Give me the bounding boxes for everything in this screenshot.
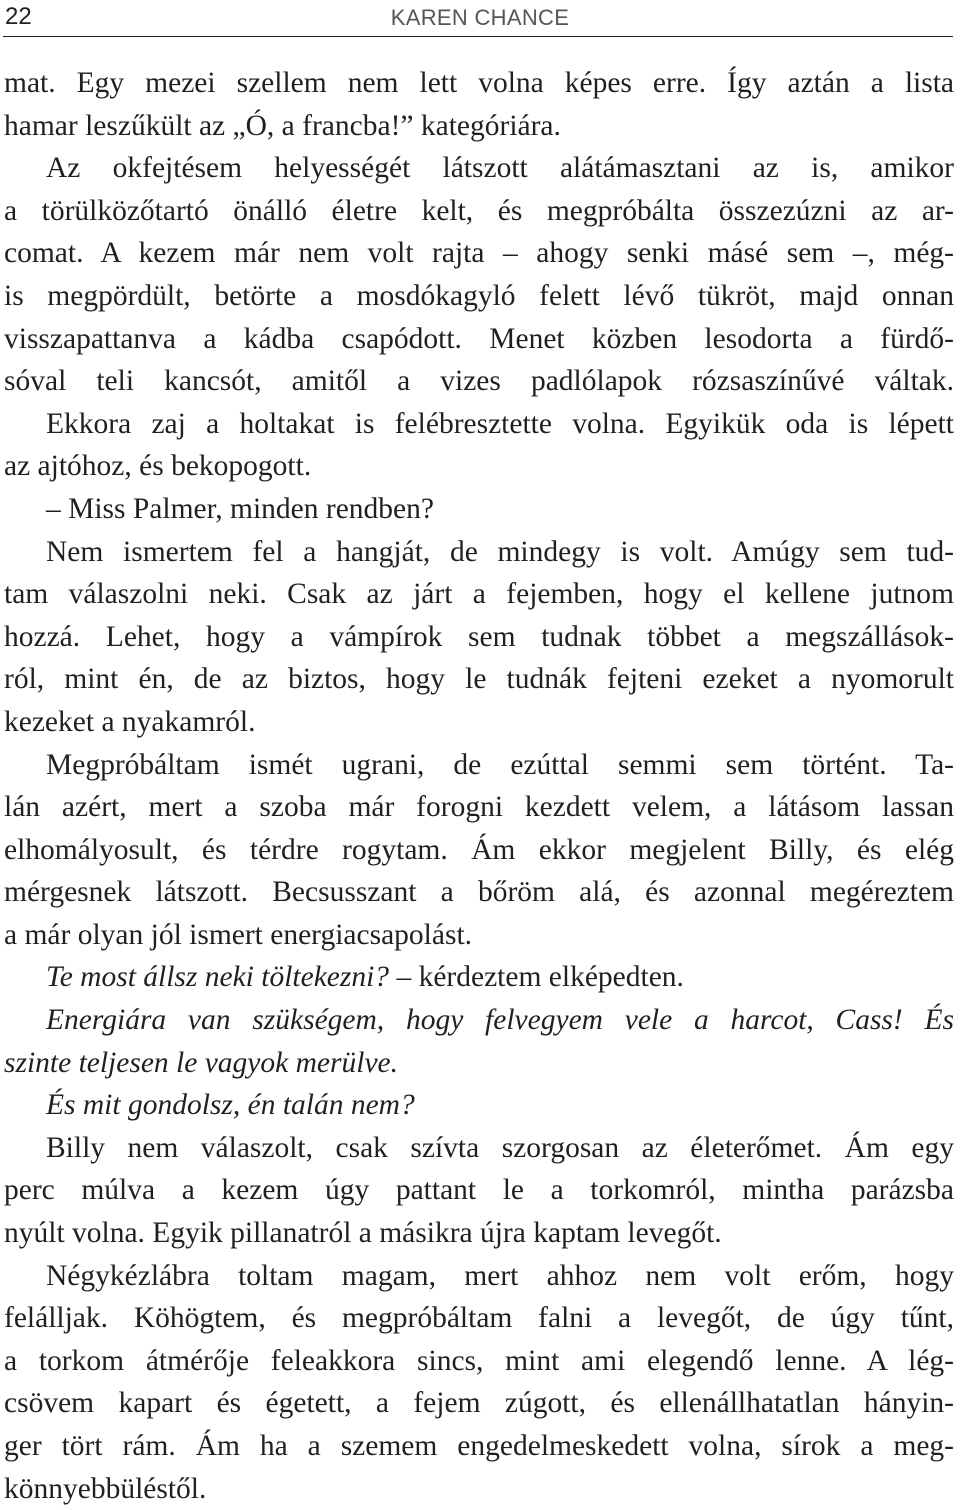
line-text: sóval teli kancsót, amitől a vizes padlólapok rózsaszínűvé váltak. (4, 365, 954, 398)
text-line (4, 1340, 954, 1383)
line-text: felálljak. Köhögtem, és megpróbáltam falni a levegőt, de úgy tűnt, (4, 1302, 954, 1335)
text-line (4, 360, 954, 403)
line-text: Ekkora zaj a holtakat is felébresztette volna. Egyikük oda is lépett (46, 407, 954, 440)
text-line (4, 1042, 954, 1085)
line-text: hamar leszűkült az „Ó, a francba!” kategóriára. (4, 109, 561, 142)
line-text: tam válaszolni neki. Csak az járt a fejemben, hogy el kellene jutnom (4, 578, 954, 611)
line-text: az ajtóhoz, és bekopogott. (4, 450, 312, 483)
text-line (4, 786, 954, 829)
text-line (4, 531, 954, 574)
line-text: Az okfejtésem helyességét látszott alátámasztani az is, amikor (46, 152, 954, 185)
line-text: ról, mint én, de az biztos, hogy le tudnák fejteni ezeket a nyomorult (4, 663, 954, 696)
line-text: csövem kapart és égetett, a fejem zúgott, és ellenállhatatlan hányin- (4, 1387, 954, 1420)
text-line (4, 1084, 954, 1127)
italic-text: És mit gondolsz, én talán nem? (46, 1089, 415, 1122)
line-text: a már olyan jól ismert energiacsapolást. (4, 918, 473, 951)
page-header (0, 0, 960, 38)
line-text: a torkom átmérője feleakkora sincs, mint ami elegendő lenne. A lég- (4, 1344, 954, 1377)
line-text: mérgesnek látszott. Becsusszant a bőröm alá, és azonnal megéreztem (4, 876, 954, 909)
line-text: a törülközőtartó önálló életre kelt, és megpróbálta összezúzni az ar- (4, 194, 954, 227)
text-line (4, 1468, 954, 1510)
text-line (4, 914, 954, 957)
running-head: KAREN CHANCE (390, 5, 570, 30)
text-line (4, 275, 954, 318)
page-number: 22 (5, 3, 32, 30)
text-line (4, 616, 954, 659)
text-line (4, 1425, 954, 1468)
text-line (4, 658, 954, 701)
text-line (4, 1297, 954, 1340)
text-line (4, 62, 954, 105)
line-text: mat. Egy mezei szellem nem lett volna képes erre. Így aztán a lista (4, 67, 954, 99)
text-line (4, 1255, 954, 1298)
text-line (4, 1382, 954, 1425)
text-line (4, 744, 954, 787)
line-text: – kérdeztem elképedten. (389, 961, 684, 994)
text-line (4, 829, 954, 872)
line-text: Megpróbáltam ismét ugrani, de ezúttal semmi sem történt. Ta- (46, 748, 954, 781)
text-line (4, 1127, 954, 1170)
italic-text: Te most állsz neki töltekezni? (46, 961, 390, 994)
line-text: Billy nem válaszolt, csak szívta szorgosan az életerőmet. Ám egy (46, 1131, 954, 1164)
line-text: Négykézlábra toltam magam, mert ahhoz nem volt erőm, hogy (46, 1259, 954, 1292)
line-text: ger tört rám. Ám ha a szemem engedelmeskedett volna, sírok a meg- (4, 1430, 954, 1462)
line-text: comat. A kezem már nem volt rajta – ahogy senki másé sem –, még- (4, 237, 954, 270)
italic-text: szinte teljesen le vagyok merülve. (4, 1046, 399, 1079)
text-line (4, 956, 954, 999)
line-text: – Miss Palmer, minden rendben? (46, 492, 434, 525)
line-text: lán azért, mert a szoba már forogni kezdett velem, a látásom lassan (4, 791, 954, 824)
text-line (4, 232, 954, 275)
text-line (4, 147, 954, 190)
text-line (4, 871, 954, 914)
line-text: nyúlt volna. Egyik pillanatról a másikra újra kaptam levegőt. (4, 1217, 722, 1250)
text-line (4, 105, 954, 148)
text-line (4, 318, 954, 361)
text-line (4, 488, 954, 531)
line-text: Nem ismertem fel a hangját, de mindegy is volt. Amúgy sem tud- (46, 535, 954, 568)
line-text: könnyebbüléstől. (4, 1472, 207, 1505)
header-rule (3, 36, 953, 37)
text-line (4, 403, 954, 446)
line-text: perc múlva a kezem úgy pattant le a torkomról, mintha parázsba (4, 1174, 954, 1207)
text-line (4, 1169, 954, 1212)
text-line (4, 190, 954, 233)
text-line (4, 573, 954, 616)
line-text: kezeket a nyakamról. (4, 705, 256, 738)
line-text: hozzá. Lehet, hogy a vámpírok sem tudnak többet a megszállások- (4, 620, 954, 653)
text-line (4, 999, 954, 1042)
body-text (4, 62, 954, 1510)
line-text: is megpördült, betörte a mosdókagyló felett lévő tükröt, majd onnan (4, 279, 954, 312)
text-line (4, 1212, 954, 1255)
line-text: elhomályosult, és térdre rogytam. Ám ekkor megjelent Billy, és elég (4, 833, 954, 866)
text-line (4, 701, 954, 744)
line-text: visszapattanva a kádba csapódott. Menet közben lesodorta a fürdő- (4, 322, 954, 355)
italic-text: Energiára van szükségem, hogy felvegyem vele a harcot, Cass! És (46, 1004, 954, 1037)
text-line (4, 445, 954, 488)
